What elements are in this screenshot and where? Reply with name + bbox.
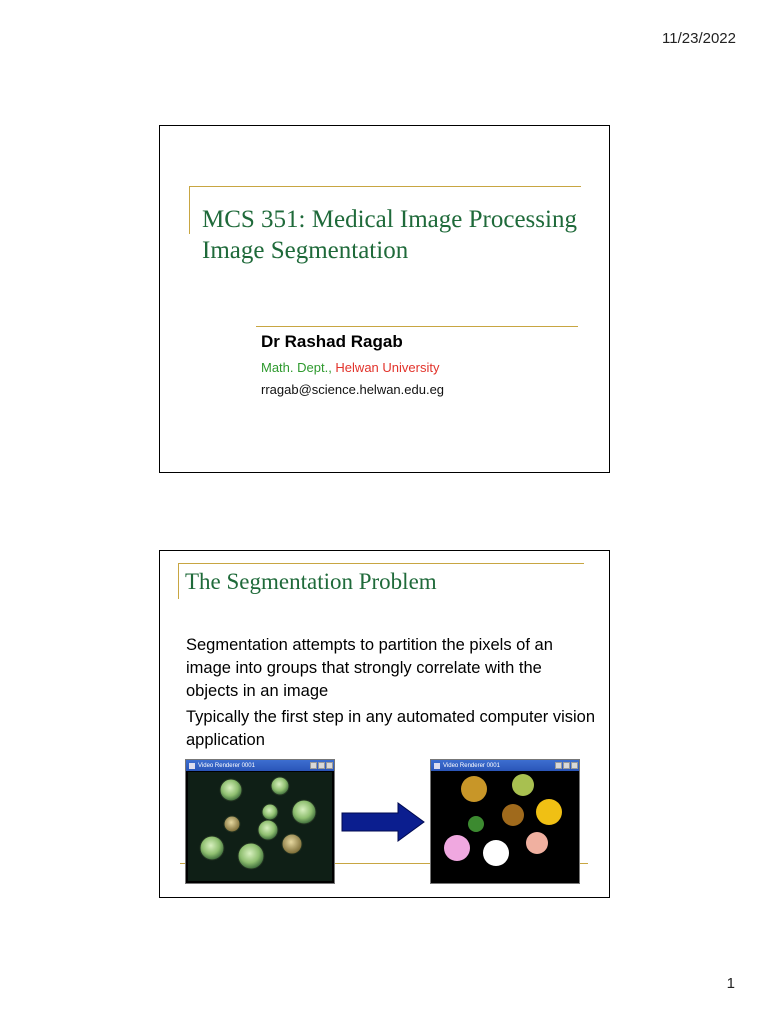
minimize-icon (555, 762, 562, 769)
course-title: MCS 351: Medical Image Processing (202, 206, 577, 233)
bullet-item: Typically the first step in any automated computer vision application (186, 708, 596, 749)
topic-title: Image Segmentation (202, 237, 409, 265)
segmented-image (433, 772, 577, 881)
coin-shape (238, 843, 264, 869)
segment-shape (526, 832, 548, 854)
window-title: Video Renderer 0001 (198, 762, 255, 769)
bullet-list (186, 634, 596, 755)
coin-shape (224, 816, 240, 832)
bullet-item: Segmentation attempts to partition the pixels of an image into groups that strongly correlate with the objects in an image (186, 636, 553, 700)
arrow-right-icon (340, 801, 426, 843)
accent-line-author (256, 326, 578, 327)
slide-heading: The Segmentation Problem (185, 569, 437, 594)
accent-line-top (178, 563, 584, 564)
window-titlebar (186, 760, 334, 771)
coin-shape (262, 804, 278, 820)
close-icon (571, 762, 578, 769)
coin-shape (271, 777, 289, 795)
segment-shape (461, 776, 487, 802)
segment-shape (502, 804, 524, 826)
segment-shape (536, 799, 562, 825)
segment-shape (483, 840, 509, 866)
slide-title (159, 125, 610, 473)
university: Helwan University (335, 360, 440, 375)
coin-shape (220, 779, 242, 801)
close-icon (326, 762, 333, 769)
coin-shape (258, 820, 278, 840)
maximize-icon (563, 762, 570, 769)
author-email: rragab@science.helwan.edu.eg (261, 382, 445, 397)
original-image-window (185, 759, 335, 884)
accent-line-top (189, 186, 581, 187)
window-title: Video Renderer 0001 (443, 762, 500, 769)
page-date: 11/23/2022 (662, 30, 736, 47)
segment-shape (444, 835, 470, 861)
segment-shape (512, 774, 534, 796)
author-name: Dr Rashad Ragab (261, 332, 403, 351)
coin-shape (292, 800, 316, 824)
accent-line-left (189, 186, 190, 234)
slide-title-heading (202, 204, 602, 267)
segmented-image-window (430, 759, 580, 884)
window-icon (434, 763, 440, 769)
page-number: 1 (726, 975, 735, 992)
coin-shape (282, 834, 302, 854)
author-affiliation (261, 360, 439, 375)
window-titlebar (431, 760, 579, 771)
segment-shape (468, 816, 484, 832)
minimize-icon (310, 762, 317, 769)
slide-segmentation-problem (159, 550, 610, 898)
coins-image (188, 772, 332, 881)
department: Math. Dept., (261, 360, 336, 375)
window-icon (189, 763, 195, 769)
accent-line-left (178, 563, 179, 599)
coin-shape (200, 836, 224, 860)
maximize-icon (318, 762, 325, 769)
